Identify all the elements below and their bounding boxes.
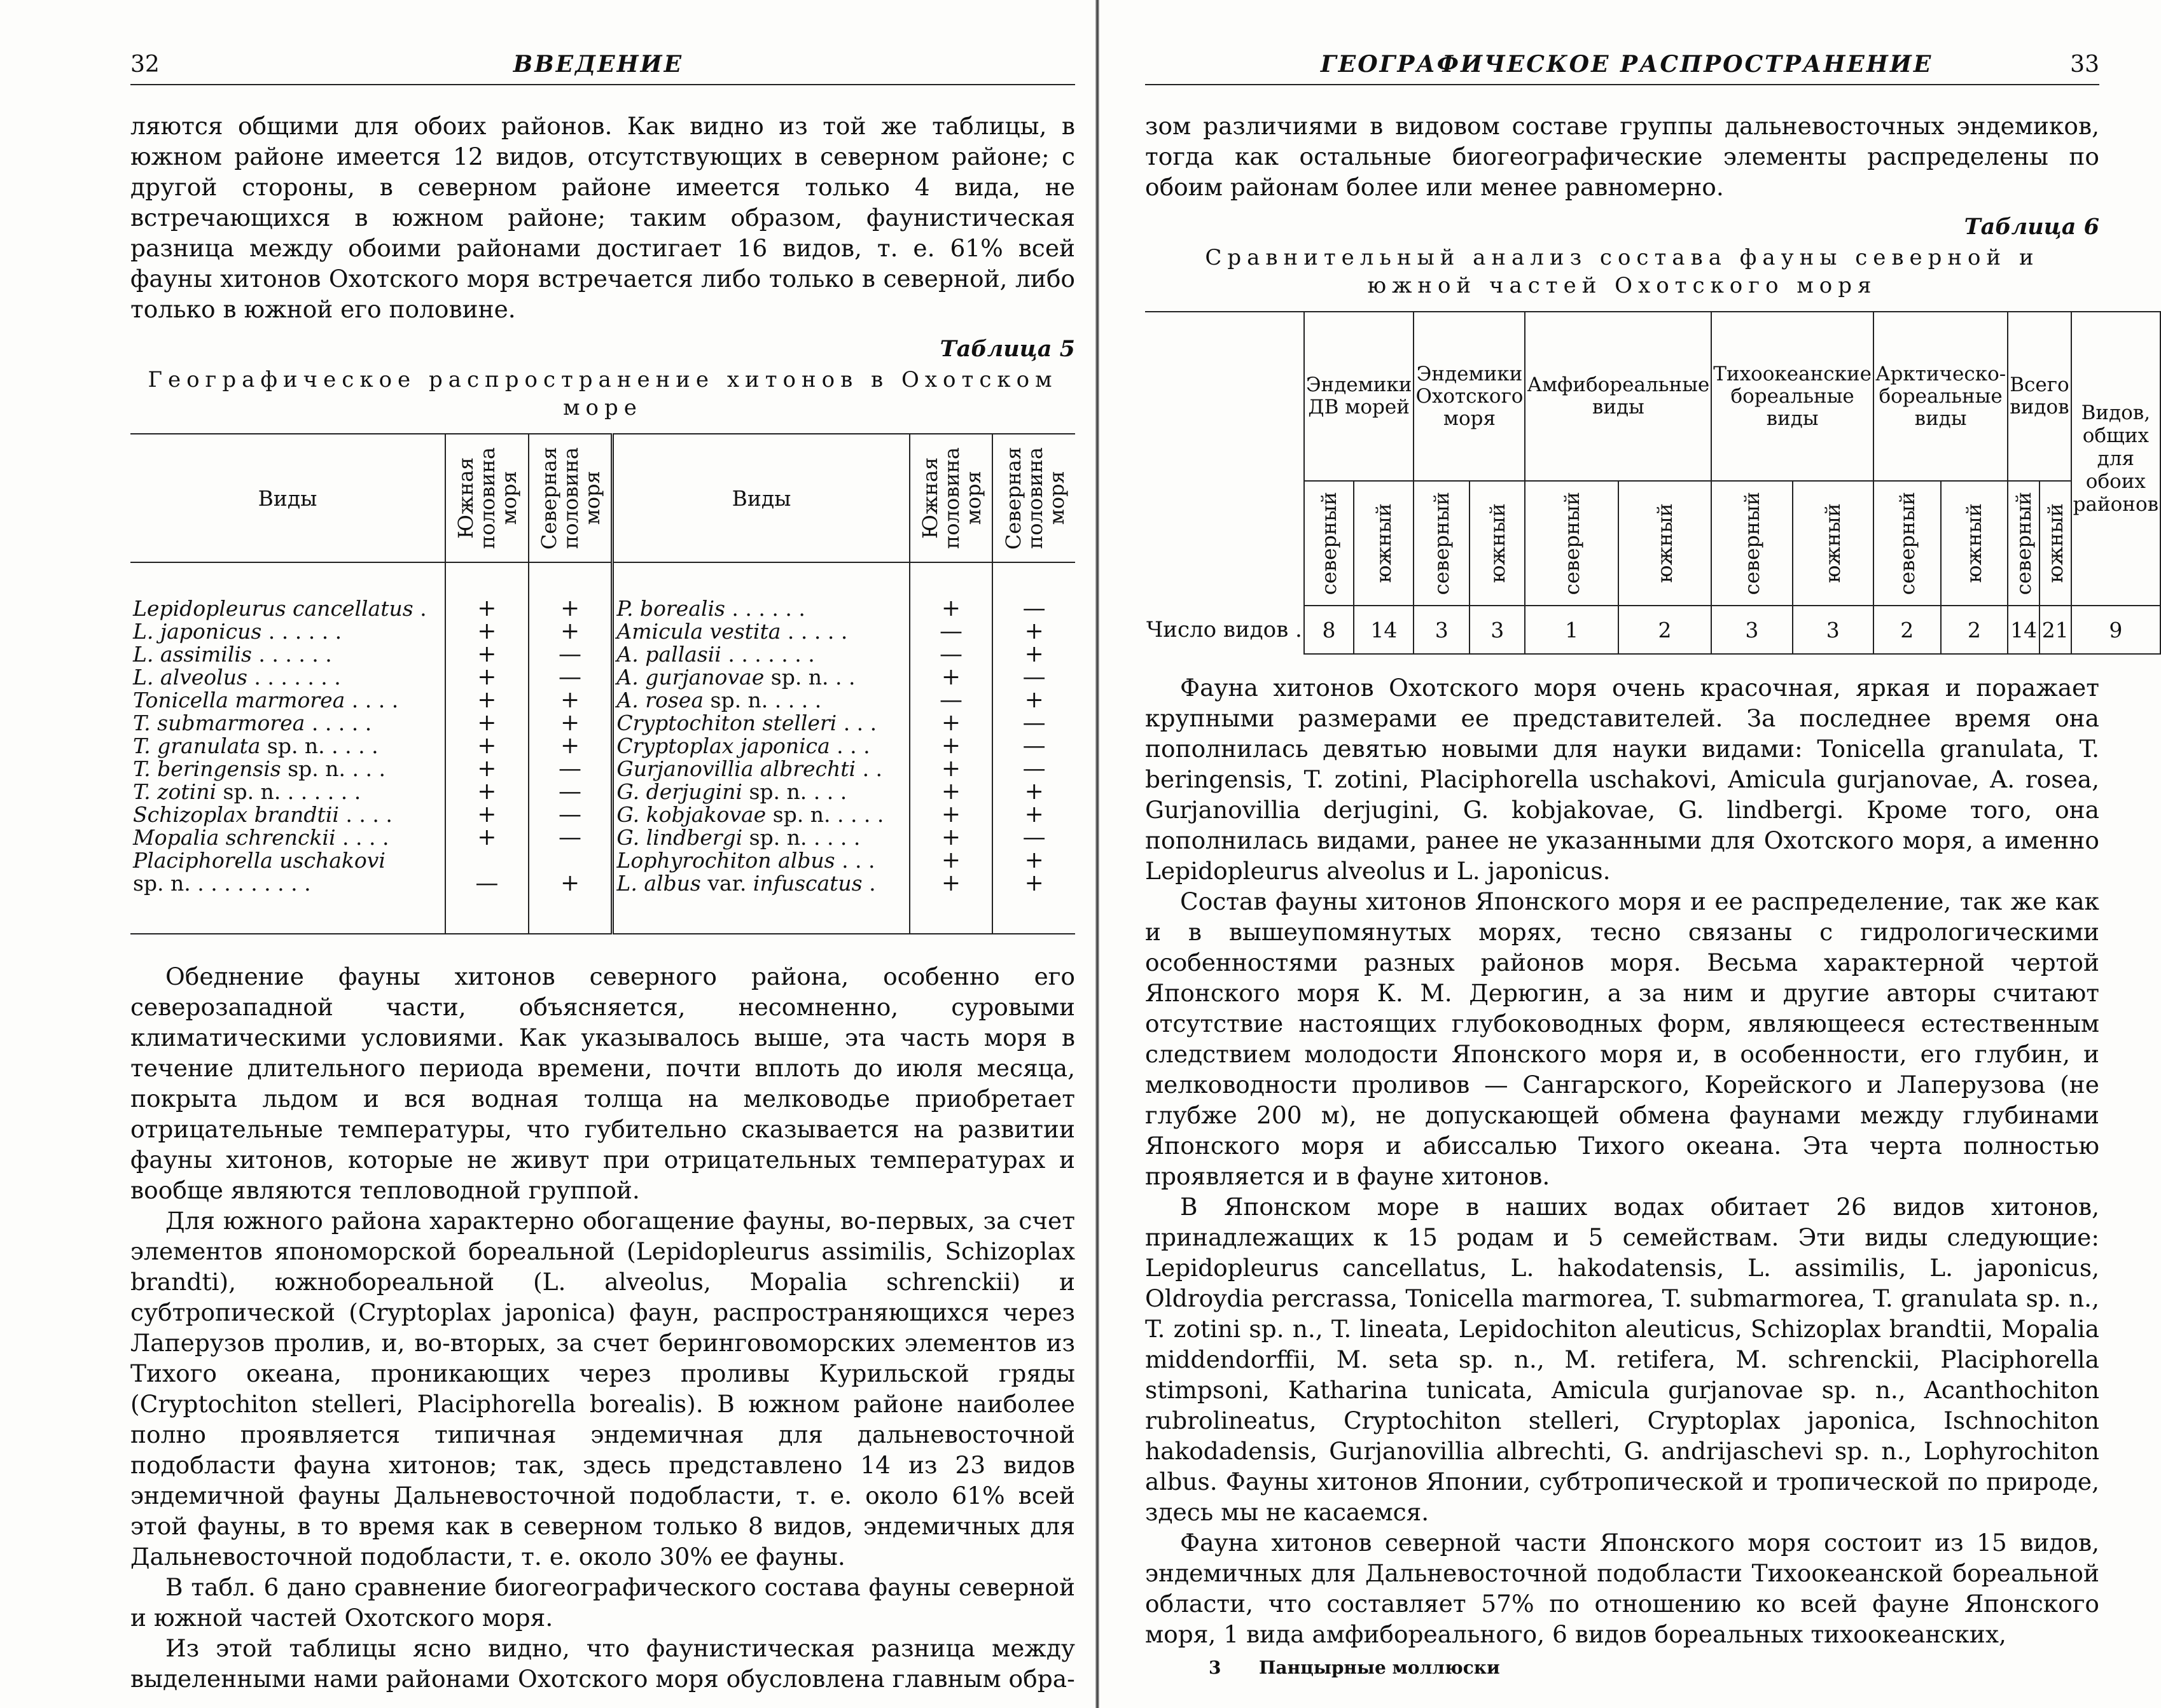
left-running-head	[130, 51, 1075, 85]
group-header: Эндемики ДВ морей	[1304, 312, 1414, 481]
south-mark	[445, 849, 529, 872]
table-row	[130, 712, 1075, 735]
north-mark: +	[992, 620, 1075, 643]
species-name: L. alveolus . . . . . . .	[133, 665, 341, 690]
table-number: Таблица 6	[1964, 214, 2099, 240]
south-mark: +	[445, 643, 529, 666]
south-mark: +	[910, 562, 993, 620]
south-mark: +	[445, 712, 529, 735]
col-north: Северная половина моря	[992, 434, 1075, 562]
species-name: L. japonicus . . . . . .	[133, 619, 342, 644]
sub-south: южный	[1618, 481, 1711, 606]
species-name: Cryptochiton stelleri . . .	[613, 712, 910, 735]
paragraph: Фауна хитонов северной части Японского моря состоит из 15 видов, эндемичных для Дальневосточной подобласти Тихоокеанской бореальной области, что составляет 57% по отношению ко всей фауне Японского моря, 1 вида амфибореального, 6 видов бореальных тихоокеанских,	[1145, 1529, 2099, 1648]
north-mark: —	[992, 826, 1075, 849]
north-mark	[529, 849, 613, 872]
sub-south: южный	[2039, 481, 2071, 606]
north-mark: —	[529, 781, 613, 803]
south-mark: +	[445, 826, 529, 849]
south-mark: —	[910, 689, 993, 712]
table-row	[130, 872, 1075, 934]
species-name: Cryptoplax japonica . . .	[613, 735, 910, 758]
north-mark: +	[529, 620, 613, 643]
north-mark: +	[992, 803, 1075, 826]
species-name: A. rosea sp. n. . . . .	[613, 689, 910, 712]
species-name: Amicula vestita . . . . .	[613, 620, 910, 643]
book-gutter	[1095, 0, 1099, 1708]
paragraph: Для южного района характерно обогащение фауны, во-первых, за счет элементов япономорской бореальной (Lepidopleurus assimilis, Schizoplax brandti), южнобореальной (L. alveolus, Mopalia schrenckii) и субтропической (Cryptoplax japonica) фаун, распространяющихся через Лаперузов пролив, и, во-вторых, за счет беринговоморских элементов из Тихого океана, проникающих через проливы Курильской гряды (Cryptochiton stelleri, Placiphorella borealis). В южном районе наиболее полно проявляется типичная эндемичная для дальневосточной подобласти фауна хитонов; так, здесь представлено 14 из 23 видов эндемичной фауны Дальневосточной подобласти, т. е. около 61% всей этой фауны, в то время как в северном только 8 видов, эндемичных для Дальневосточной подобласти, т. е. около 30% ее фауны.	[130, 1207, 1075, 1571]
running-title: ГЕОГРАФИЧЕСКОЕ РАСПРОСТРАНЕНИЕ	[1320, 51, 1933, 78]
table-caption: Географическое распространение хитонов в Охотском море	[148, 367, 1058, 420]
south-mark: +	[910, 781, 993, 803]
table-row	[130, 666, 1075, 689]
south-mark: +	[445, 803, 529, 826]
table-row	[130, 803, 1075, 826]
north-mark: +	[992, 643, 1075, 666]
north-mark: —	[529, 826, 613, 849]
north-mark: +	[529, 689, 613, 712]
col-south: Южная половина моря	[445, 434, 529, 562]
count-cell: 3	[1470, 606, 1525, 654]
south-mark: +	[445, 666, 529, 689]
north-mark: +	[529, 872, 613, 934]
common-count: 9	[2071, 606, 2160, 654]
paragraph: Из этой таблицы ясно видно, что фаунистическая разница между выделенными нами районами Охотского моря обусловлена главным обра-	[130, 1634, 1075, 1693]
signature-number: 3	[1209, 1657, 1221, 1678]
sub-north: северный	[1525, 481, 1618, 606]
table-6	[1145, 311, 2161, 655]
right-running-head	[1145, 51, 2099, 85]
species-name: A. gurjanovae sp. n. . .	[613, 666, 910, 689]
sub-south: южный	[1354, 481, 1414, 606]
sub-south: южный	[1941, 481, 2008, 606]
count-cell: 21	[2039, 606, 2071, 654]
north-mark: —	[529, 803, 613, 826]
paragraph: зом различиями в видовом составе группы дальневосточных эндемиков, тогда как остальные биогеографические элементы распределены по обоим районам более или менее равномерно.	[1145, 112, 2099, 201]
paragraph: ляются общими для обоих районов. Как видно из той же таблицы, в южном районе имеется 12 видов, отсутствующих в северном районе; с другой стороны, в северном районе имеется только 4 вида, не встречающихся в южном районе; таким образом, фаунистическая разница между обоими районами достигает 16 видов, т. е. 61% всей фауны хитонов Охотского моря встречается либо только в северной, либо только в южной его половине.	[130, 112, 1075, 323]
paragraph: Обеднение фауны хитонов северного района, особенно его северозападной части, объясняется, несомненно, суровыми климатическими условиями. Как указывалось выше, эта часть моря в течение длительного периода времени, почти вплоть до июля месяца, покрыта льдом и вся водная толща на мелководье приобретает отрицательные температуры, что губительно сказывается на развитии фауны хитонов, которые не живут при отрицательных температурах и вообще являются тепловодной группой.	[130, 962, 1075, 1204]
table-caption: Сравнительный анализ состава фауны северной и южной частей Охотского моря	[1205, 245, 2039, 298]
species-name: Schizoplax brandtii . . . .	[133, 802, 393, 827]
south-mark: +	[910, 872, 993, 934]
table-row	[130, 758, 1075, 781]
species-name: T. beringensis sp. n. . . .	[133, 756, 386, 781]
south-mark: +	[910, 666, 993, 689]
row-label: Число видов .	[1146, 617, 1302, 642]
south-mark: +	[445, 735, 529, 758]
group-header: Всего видов	[2008, 312, 2071, 481]
species-name: Placiphorella uschakovi	[133, 848, 386, 873]
north-mark: +	[529, 735, 613, 758]
north-mark: +	[992, 689, 1075, 712]
south-mark: +	[445, 562, 529, 620]
group-header: Тихоокеанские бореальные виды	[1711, 312, 1873, 481]
sub-north: северный	[1304, 481, 1354, 606]
col-species: Виды	[130, 434, 445, 562]
common-header: Видов, общих для обоих районов	[2071, 312, 2160, 606]
col-north: Северная половина моря	[529, 434, 613, 562]
group-header: Амфибореальные виды	[1525, 312, 1711, 481]
table-number: Таблица 5	[940, 336, 1075, 362]
species-name: A. pallasii . . . . . . .	[613, 643, 910, 666]
species-name: L. assimilis . . . . . .	[133, 642, 332, 667]
table-row	[130, 689, 1075, 712]
species-name: Lepidopleurus cancellatus .	[133, 596, 427, 621]
page-number: 32	[130, 52, 160, 78]
count-cell: 2	[1941, 606, 2008, 654]
paragraph: Состав фауны хитонов Японского моря и ее распределение, так же как и в вышеупомянутых морях, тесно связаны с гидрологическими особенностями разных районов моря. Весьма характерной чертой Японского моря К. М. Дерюгин, а за ним и другие авторы считают отсутствие настоящих глубоководных форм, являющееся естественным следствием молодости Японского моря и, в особенности, его глубин, и мелководности проливов — Сангарского, Корейского и Лаперузова (не глубже 200 м), не допускающей обмена фаунами между глубинами Японского моря и абиссалью Тихого океана. Эта черта полностью проявляется и в фауне хитонов.	[1145, 887, 2099, 1190]
north-mark: +	[529, 562, 613, 620]
col-south: Южная половина моря	[910, 434, 993, 562]
species-name: Mopalia schrenckii . . . .	[133, 825, 389, 850]
south-mark: +	[910, 849, 993, 872]
sub-north: северный	[1873, 481, 1941, 606]
north-mark: —	[529, 666, 613, 689]
count-cell: 2	[1618, 606, 1711, 654]
count-cell: 8	[1304, 606, 1354, 654]
species-name: T. submarmorea . . . . .	[133, 711, 372, 735]
right-page	[1120, 0, 2159, 1708]
species-name: sp. n. . . . . . . . . .	[130, 872, 445, 934]
north-mark: +	[529, 712, 613, 735]
sub-north: северный	[1711, 481, 1792, 606]
species-name: T. zotini sp. n. . . . . . .	[133, 779, 361, 804]
species-name: T. granulata sp. n. . . . .	[133, 733, 379, 758]
count-cell: 3	[1711, 606, 1792, 654]
north-mark: —	[992, 758, 1075, 781]
paragraph: Фауна хитонов Охотского моря очень красочная, яркая и поражает крупными размерами ее представителей. За последнее время она пополнилась девятью новыми для науки видами: Tonicella granulata, T. beringensis, T. zotini, Placiphorella uschakovi, Amicula gurjanovae, A. rosea, Gurjanovillia derjugini, G. kobjakovae, G. lindbergi. Кроме того, она пополнилась видами, ранее не указанными для Охотского моря, а именно Lepidopleurus alveolus и L. japonicus.	[1145, 674, 2099, 885]
group-header: Эндемики Охотского моря	[1414, 312, 1525, 481]
south-mark: +	[910, 803, 993, 826]
south-mark: —	[910, 643, 993, 666]
south-mark: +	[910, 735, 993, 758]
north-mark: —	[992, 712, 1075, 735]
count-cell: 3	[1793, 606, 1873, 654]
count-cell: 1	[1525, 606, 1618, 654]
north-mark: —	[529, 758, 613, 781]
species-name: L. albus var. infuscatus .	[613, 872, 910, 934]
count-cell: 3	[1414, 606, 1470, 654]
south-mark: +	[445, 689, 529, 712]
north-mark: —	[992, 666, 1075, 689]
sub-north: северный	[2008, 481, 2039, 606]
sub-south: южный	[1470, 481, 1525, 606]
page-number: 33	[2070, 52, 2099, 78]
signature-footer	[1145, 1657, 2099, 1678]
table-5	[130, 433, 1075, 934]
species-name: Tonicella marmorea . . . .	[133, 688, 399, 712]
signature-title: Панцырные моллюски	[1258, 1657, 1500, 1678]
north-mark: +	[992, 872, 1075, 934]
table-row	[130, 735, 1075, 758]
table-row	[130, 826, 1075, 849]
south-mark: —	[445, 872, 529, 934]
north-mark: +	[992, 781, 1075, 803]
count-cell: 14	[1354, 606, 1414, 654]
table-row	[130, 620, 1075, 643]
count-cell: 14	[2008, 606, 2039, 654]
table-row	[130, 562, 1075, 620]
running-title: ВВЕДЕНИЕ	[513, 51, 684, 78]
north-mark: —	[992, 735, 1075, 758]
sub-south: южный	[1793, 481, 1873, 606]
species-name: P. borealis . . . . . .	[613, 562, 910, 620]
table-row	[130, 643, 1075, 666]
south-mark: +	[445, 781, 529, 803]
table-row	[130, 849, 1075, 872]
species-name: G. derjugini sp. n. . . .	[613, 781, 910, 803]
north-mark: —	[529, 643, 613, 666]
species-name: Gurjanovillia albrechti . .	[613, 758, 910, 781]
south-mark: +	[910, 712, 993, 735]
south-mark: +	[445, 620, 529, 643]
north-mark: —	[992, 562, 1075, 620]
south-mark: +	[910, 826, 993, 849]
species-name: G. lindbergi sp. n. . . . .	[613, 826, 910, 849]
paragraph: В Японском море в наших водах обитает 26 видов хитонов, принадлежащих к 15 родам и 5 семействам. Эти виды следующие: Lepidopleurus cancellatus, L. hakodatensis, L. assimilis, L. japonicus, Oldroydia percrassa, Tonicella marmorea, T. submarmorea, T. granulata sp. n., T. zotini sp. n., T. lineata, Lepidochiton aleuticus, Schizoplax brandtii, Mopalia middendorffii, M. seta sp. n., M. retifera, M. schrenckii, Placiphorella stimpsoni, Katharina tunicata, Amicula gurjanovae sp. n., Acanthochiton rubrolineatus, Cryptochiton stelleri, Cryptoplax japonica, Ischnochiton hakodadensis, Gurjanovillia albrechti, G. andrijaschevi sp. n., Lophyrochiton albus. Фауны хитонов Японии, субтропической и тропической по природе, здесь мы не касаемся.	[1145, 1193, 2099, 1526]
species-name: G. kobjakovae sp. n. . . . .	[613, 803, 910, 826]
south-mark: +	[445, 758, 529, 781]
paragraph: В табл. 6 дано сравнение биогеографического состава фауны северной и южной частей Охотского моря.	[130, 1573, 1075, 1632]
col-species: Виды	[613, 434, 910, 562]
group-header: Арктическо-бореальные виды	[1873, 312, 2008, 481]
south-mark: —	[910, 620, 993, 643]
south-mark: +	[910, 758, 993, 781]
species-name: Lophyrochiton albus . . .	[613, 849, 910, 872]
table-row	[130, 781, 1075, 803]
sub-north: северный	[1414, 481, 1470, 606]
count-cell: 2	[1873, 606, 1941, 654]
north-mark: +	[992, 849, 1075, 872]
